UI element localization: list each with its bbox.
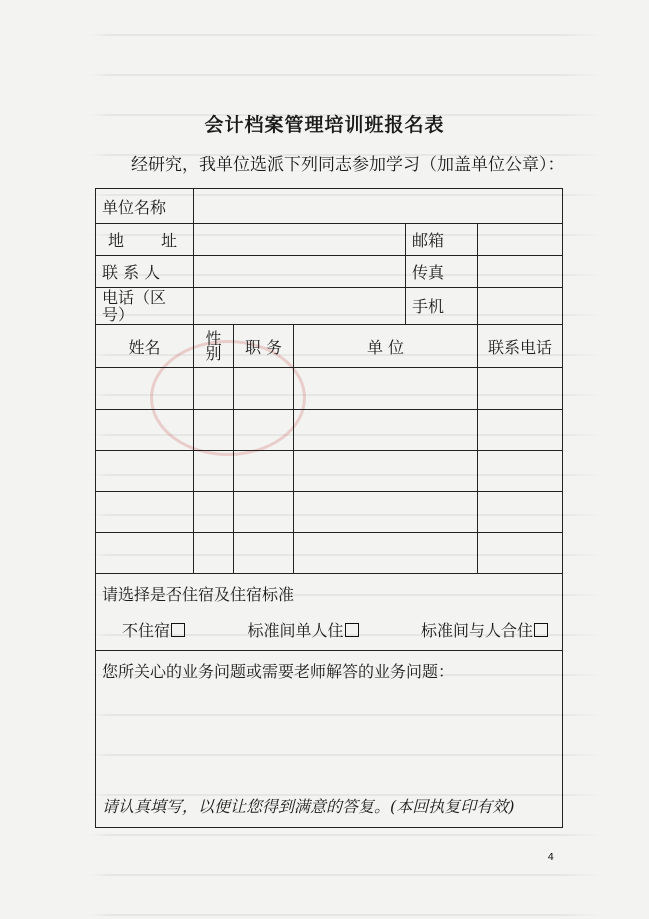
attendee-name-cell[interactable] bbox=[96, 533, 194, 574]
lodging-option-single[interactable] bbox=[248, 618, 359, 641]
checkbox-icon[interactable] bbox=[345, 623, 359, 637]
attendee-position-cell[interactable] bbox=[234, 491, 294, 532]
mobile-label: 手机 bbox=[406, 287, 478, 324]
registration-form bbox=[95, 188, 563, 828]
attendee-name-cell[interactable] bbox=[96, 368, 194, 409]
attendee-gender-cell[interactable] bbox=[194, 368, 234, 409]
attendee-phone-cell[interactable] bbox=[478, 533, 563, 574]
lodging-option-single-label: 标准间单人住 bbox=[247, 620, 344, 640]
concern-row bbox=[96, 650, 563, 827]
attendee-unit-cell[interactable] bbox=[294, 533, 478, 574]
attendee-unit-cell[interactable] bbox=[294, 409, 478, 450]
attendee-phone-cell[interactable] bbox=[478, 450, 563, 491]
lodging-option-shared[interactable] bbox=[421, 618, 548, 641]
concern-prompt: 您所关心的业务问题或需要老师解答的业务问题： bbox=[102, 661, 455, 681]
lodging-options bbox=[96, 609, 563, 650]
form-title: 会计档案管理培训班报名表 bbox=[204, 114, 445, 136]
contact-row bbox=[96, 255, 563, 287]
address-label bbox=[96, 224, 194, 256]
fax-value[interactable] bbox=[478, 255, 563, 287]
attendee-unit-cell[interactable] bbox=[294, 368, 478, 409]
attendee-gender-cell[interactable] bbox=[194, 491, 234, 532]
attendee-position-cell[interactable] bbox=[234, 450, 294, 491]
header-unit: 单 位 bbox=[294, 325, 478, 368]
fax-label: 传真 bbox=[406, 255, 478, 287]
lodging-option-none[interactable] bbox=[122, 618, 185, 641]
contact-label: 联 系 人 bbox=[96, 255, 194, 287]
concern-cell[interactable] bbox=[96, 650, 563, 827]
attendee-name-cell[interactable] bbox=[96, 491, 194, 532]
header-name: 姓名 bbox=[96, 325, 194, 368]
attendee-gender-cell[interactable] bbox=[194, 409, 234, 450]
address-row bbox=[96, 224, 563, 256]
attendee-row bbox=[96, 450, 563, 491]
attendee-row bbox=[96, 533, 563, 574]
attendee-row bbox=[96, 368, 563, 409]
phone-value[interactable] bbox=[194, 287, 406, 324]
attendee-phone-cell[interactable] bbox=[478, 491, 563, 532]
attendee-gender-cell[interactable] bbox=[194, 533, 234, 574]
attendee-row bbox=[96, 409, 563, 450]
address-label-char-2: 址 bbox=[160, 231, 177, 250]
header-position: 职 务 bbox=[234, 325, 294, 368]
address-value[interactable] bbox=[194, 224, 406, 256]
lodging-prompt: 请选择是否住宿及住宿标准 bbox=[96, 574, 563, 609]
attendee-phone-cell[interactable] bbox=[478, 368, 563, 409]
contact-value[interactable] bbox=[194, 255, 406, 287]
attendee-position-cell[interactable] bbox=[234, 533, 294, 574]
phone-label: 电话（区号） bbox=[96, 287, 194, 324]
attendee-position-cell[interactable] bbox=[234, 368, 294, 409]
attendee-unit-cell[interactable] bbox=[294, 491, 478, 532]
mobile-value[interactable] bbox=[478, 287, 563, 324]
attendee-phone-cell[interactable] bbox=[478, 409, 563, 450]
postcode-label: 邮箱 bbox=[406, 224, 478, 256]
header-phone: 联系电话 bbox=[478, 325, 563, 368]
attendee-gender-cell[interactable] bbox=[194, 450, 234, 491]
postcode-value[interactable] bbox=[478, 224, 563, 256]
lodging-options-row bbox=[96, 609, 563, 650]
address-label-char-1: 地 bbox=[108, 231, 125, 250]
concern-note: 请认真填写，以便让您得到满意的答复。(本回执复印有效) bbox=[102, 797, 515, 816]
intro-text: 经研究，我单位选派下列同志参加学习（加盖单位公章）： bbox=[131, 155, 565, 175]
header-gender: 性别 bbox=[194, 325, 234, 368]
lodging-option-none-label: 不住宿 bbox=[122, 620, 171, 640]
lodging-prompt-row bbox=[96, 574, 563, 609]
checkbox-icon[interactable] bbox=[171, 623, 185, 637]
unit-name-label: 单位名称 bbox=[96, 189, 194, 224]
unit-name-value[interactable] bbox=[194, 189, 563, 224]
attendee-header-row bbox=[96, 325, 563, 368]
attendee-position-cell[interactable] bbox=[234, 409, 294, 450]
attendee-name-cell[interactable] bbox=[96, 450, 194, 491]
page-number: 4 bbox=[547, 852, 554, 863]
attendee-row bbox=[96, 491, 563, 532]
attendee-name-cell[interactable] bbox=[96, 409, 194, 450]
checkbox-icon[interactable] bbox=[534, 623, 548, 637]
lodging-option-shared-label: 标准间与人合住 bbox=[421, 620, 534, 640]
phone-row bbox=[96, 287, 563, 324]
attendee-unit-cell[interactable] bbox=[294, 450, 478, 491]
unit-name-row bbox=[96, 189, 563, 224]
